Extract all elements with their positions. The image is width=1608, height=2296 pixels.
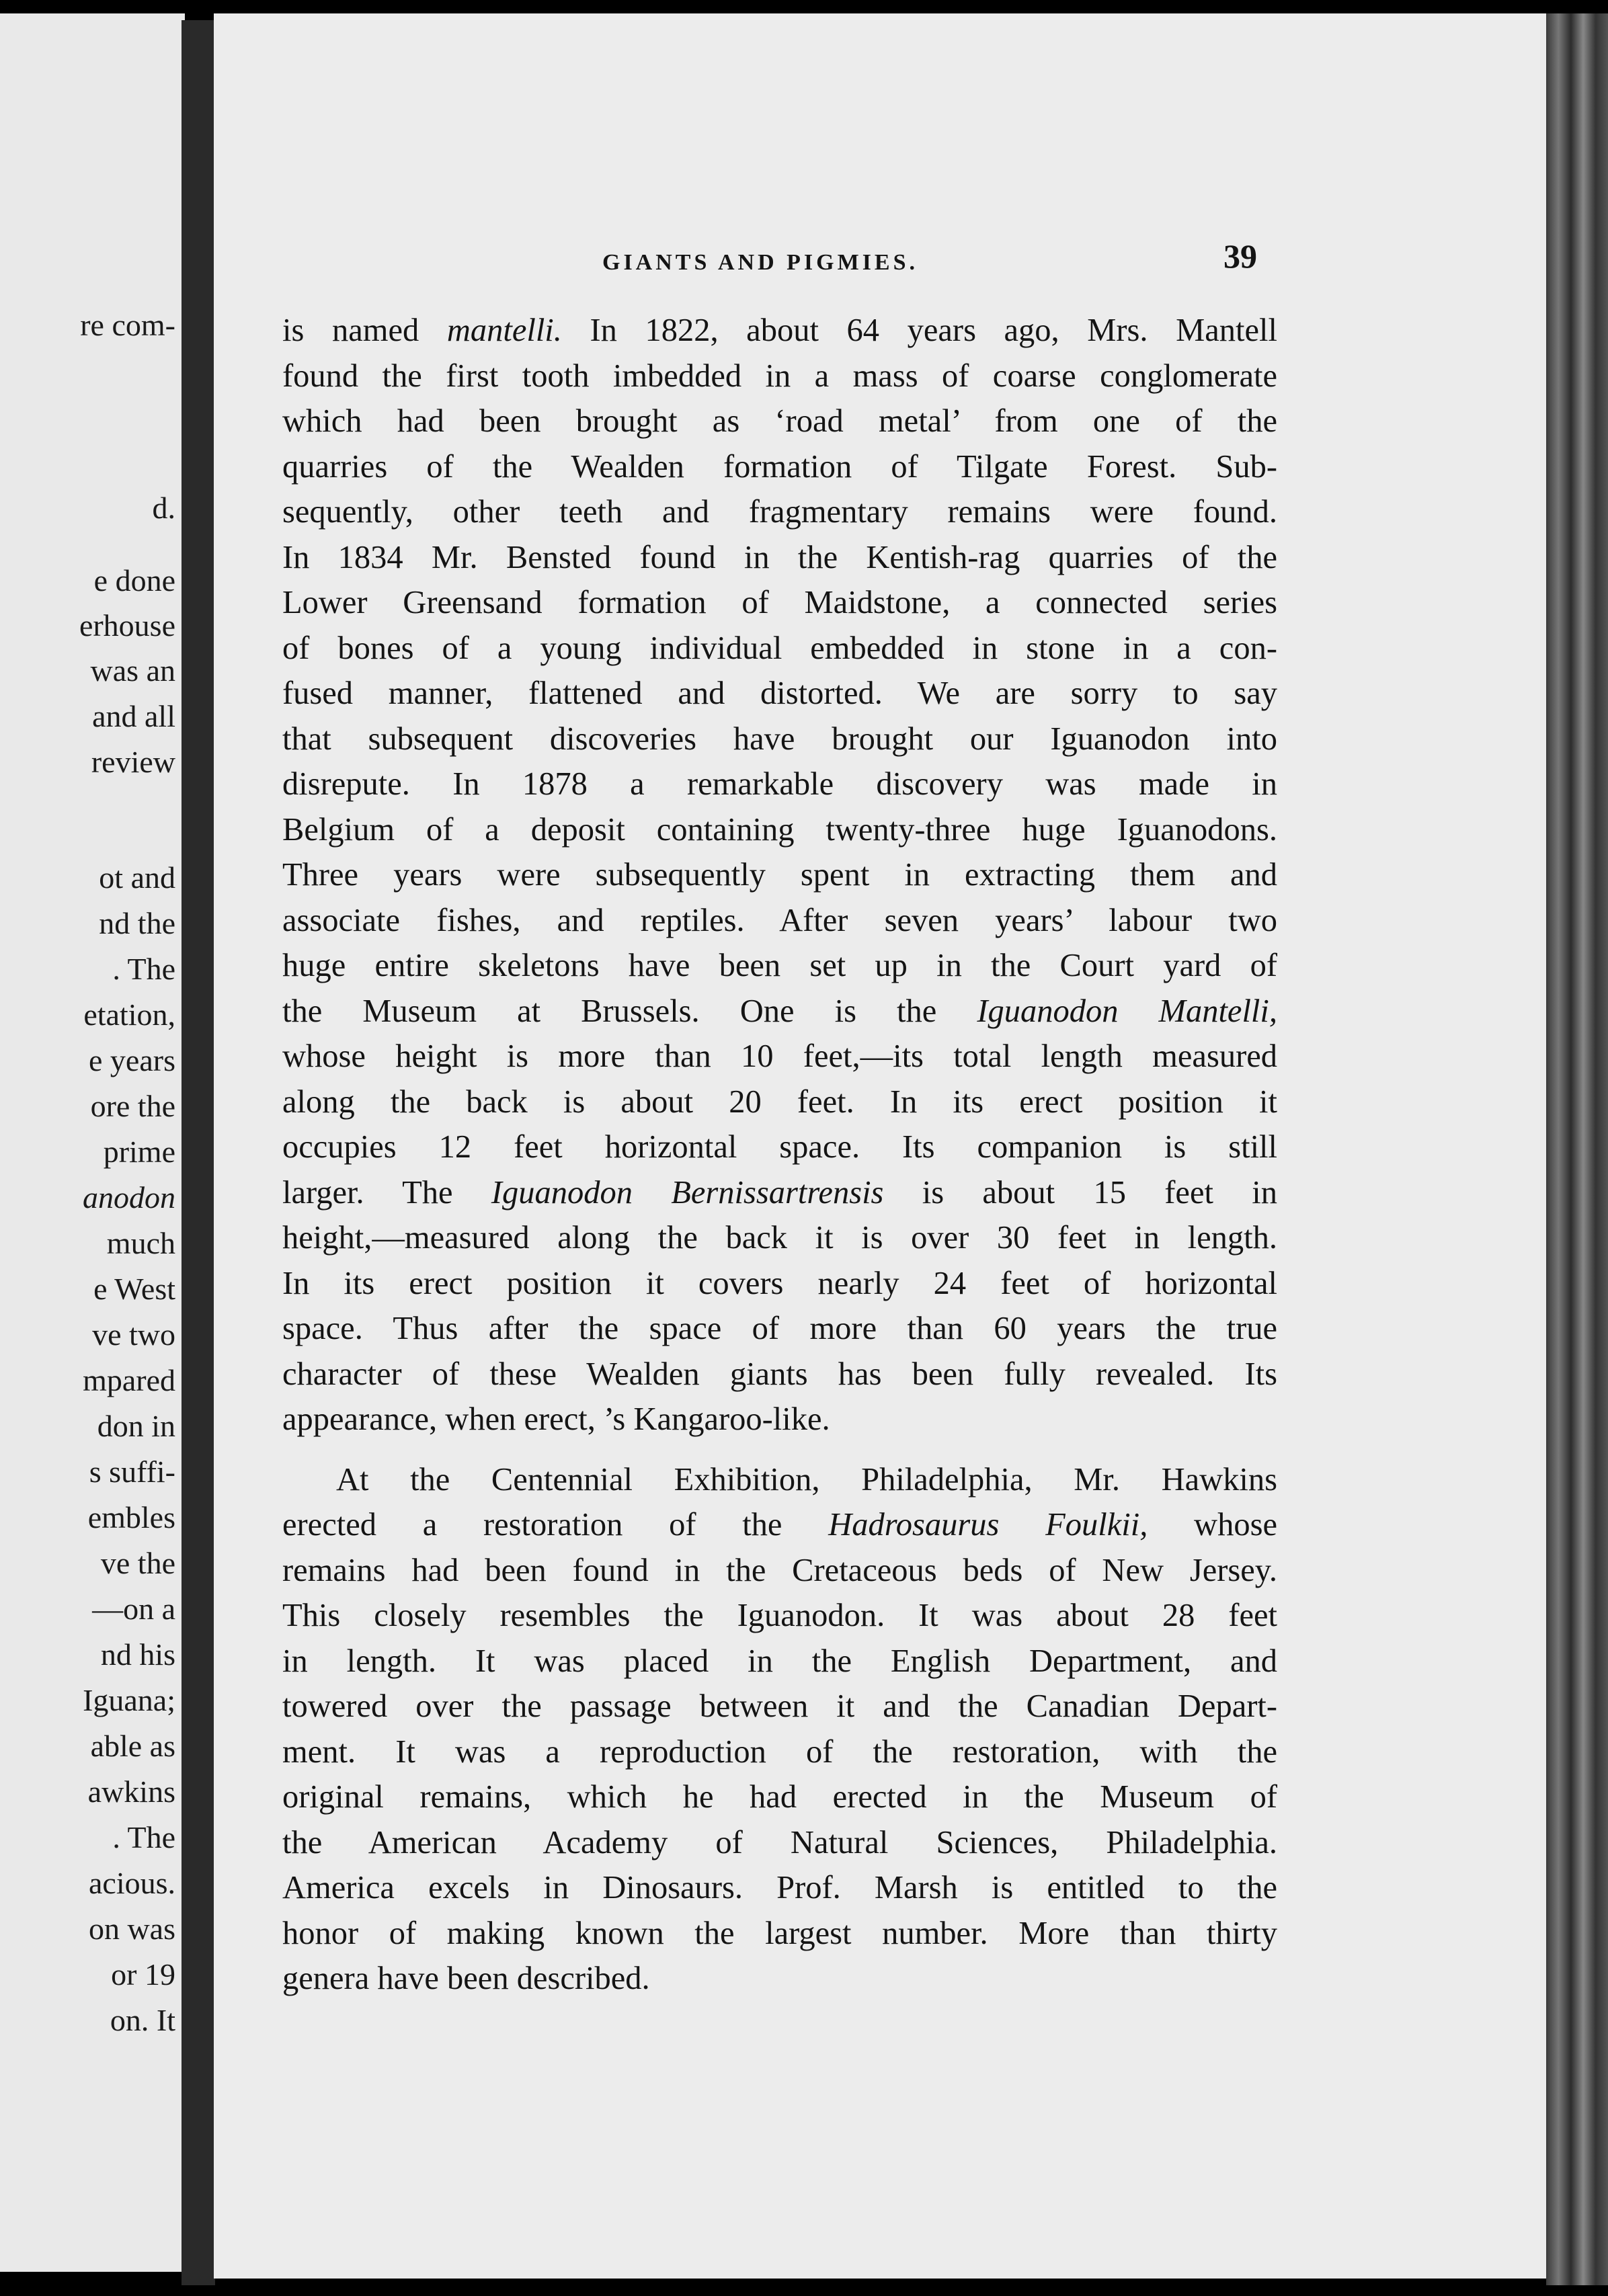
text-line: erected a restoration of the Hadrosaurus Foulkii, whose — [282, 1507, 1277, 1543]
facing-page-line: or 19 — [111, 1957, 175, 1992]
text-line: associate fishes, and reptiles. After seven years’ labour two — [282, 902, 1277, 938]
facing-page-line: on. It — [110, 2003, 175, 2037]
facing-page-line: e West — [93, 1272, 175, 1306]
facing-page-line: . The — [112, 1820, 175, 1854]
text-line: the Museum at Brussels. One is the Iguanodon Mantelli, — [282, 993, 1278, 1029]
text-line: whose height is more than 10 feet,—its total length measured — [282, 1038, 1277, 1074]
facing-page-line: and all — [92, 699, 175, 733]
facing-page-line: etation, — [83, 997, 175, 1032]
facing-page-line: embles — [87, 1500, 175, 1534]
running-head: GIANTS AND PIGMIES. — [602, 250, 919, 275]
facing-page-line: prime — [103, 1135, 175, 1169]
facing-page-line: was an — [90, 653, 175, 688]
text-line: which had been brought as ‘road metal’ from one of the — [282, 403, 1277, 439]
text-line: height,—measured along the back it is over 30 feet in length. — [282, 1220, 1277, 1256]
facing-page-line: awkins — [87, 1774, 175, 1809]
facing-page-line: ore the — [90, 1089, 175, 1123]
text-line: At the Centennial Exhibition, Philadelphia, Mr. Hawkins — [336, 1461, 1277, 1498]
text-line: that subsequent discoveries have brought our Iguanodon into — [282, 721, 1277, 757]
text-line: towered over the passage between it and the Canadian Depart- — [282, 1688, 1277, 1724]
facing-page-line: anodon — [83, 1180, 175, 1215]
text-line: disrepute. In 1878 a remarkable discovery was made in — [282, 766, 1277, 802]
facing-page-line: Iguana; — [83, 1683, 175, 1717]
facing-page-line: ve two — [92, 1317, 175, 1352]
text-line: This closely resembles the Iguanodon. It was about 28 feet — [282, 1598, 1277, 1633]
text-line: In its erect position it covers nearly 24 feet of horizontal — [282, 1265, 1277, 1301]
facing-page-line: e years — [89, 1043, 175, 1077]
text-line: Lower Greensand formation of Maidstone, a connected series — [282, 585, 1277, 620]
text-line: is named mantelli. In 1822, about 64 years ago, Mrs. Mantell — [282, 313, 1277, 348]
text-line: in length. It was placed in the English Department, and — [282, 1643, 1277, 1679]
facing-page-line: ot and — [99, 860, 175, 895]
text-line: occupies 12 feet horizontal space. Its companion is still — [282, 1129, 1277, 1165]
book-gutter — [182, 20, 215, 2285]
text-line: honor of making known the largest number. More than thirty — [282, 1915, 1277, 1951]
text-line: along the back is about 20 feet. In its erect position it — [282, 1083, 1277, 1120]
facing-page-line: ve the — [100, 1546, 175, 1580]
page-edge — [1546, 13, 1608, 2285]
facing-page-line: review — [91, 745, 175, 779]
text-line: remains had been found in the Cretaceous beds of New Jersey. — [282, 1552, 1277, 1588]
facing-page-line: e done — [93, 563, 175, 598]
facing-page-line: nd his — [100, 1637, 175, 1672]
facing-page-line: d. — [152, 491, 175, 525]
text-line: original remains, which he had erected in the Museum of — [282, 1779, 1277, 1815]
text-line: Three years were subsequently spent in extracting them and — [282, 857, 1277, 893]
facing-page-line: on was — [88, 1912, 175, 1946]
text-line: space. Thus after the space of more than 60 years the true — [282, 1311, 1277, 1346]
text-line: larger. The Iguanodon Bernissartrensis is about 15 feet in — [282, 1174, 1277, 1211]
facing-page-line: able as — [90, 1729, 175, 1763]
facing-page — [0, 13, 185, 2272]
facing-page-line: . The — [112, 952, 175, 986]
text-line: the American Academy of Natural Sciences, Philadelphia. — [282, 1824, 1277, 1860]
text-line: America excels in Dinosaurs. Prof. Marsh is entitled to the — [282, 1870, 1277, 1905]
facing-page-line: mpared — [83, 1363, 175, 1397]
facing-page-line: acious. — [88, 1866, 175, 1900]
text-line: of bones of a young individual embedded in stone in a con- — [282, 630, 1277, 666]
text-line: sequently, other teeth and fragmentary remains were found. — [282, 494, 1277, 530]
page-number: 39 — [1223, 237, 1257, 275]
facing-page-line: don in — [97, 1409, 175, 1443]
facing-page-line: erhouse — [79, 608, 175, 643]
body-text — [282, 308, 1277, 2002]
text-line: quarries of the Wealden formation of Tilgate Forest. Sub- — [282, 448, 1277, 485]
text-line: genera have been described. — [282, 1961, 650, 1996]
text-line: fused manner, flattened and distorted. We are sorry to say — [282, 675, 1277, 711]
facing-page-line: —on a — [92, 1592, 175, 1626]
text-line: Belgium of a deposit containing twenty-three huge Iguanodons. — [282, 811, 1277, 848]
text-line: huge entire skeletons have been set up in the Court yard of — [282, 948, 1277, 983]
text-line: In 1834 Mr. Bensted found in the Kentish-rag quarries of the — [282, 539, 1277, 575]
facing-page-line: s suffi- — [89, 1454, 175, 1489]
facing-page-line: much — [106, 1226, 175, 1260]
facing-page-line: nd the — [99, 906, 175, 940]
facing-page-line: re com- — [80, 308, 175, 342]
text-line: found the first tooth imbedded in a mass of coarse conglomerate — [282, 358, 1277, 394]
text-line: appearance, when erect, ’s Kangaroo-like. — [282, 1401, 830, 1437]
text-line: character of these Wealden giants has been fully revealed. Its — [282, 1356, 1277, 1392]
paragraph-gap — [282, 1442, 1277, 1457]
text-line: ment. It was a reproduction of the restoration, with the — [282, 1733, 1277, 1770]
